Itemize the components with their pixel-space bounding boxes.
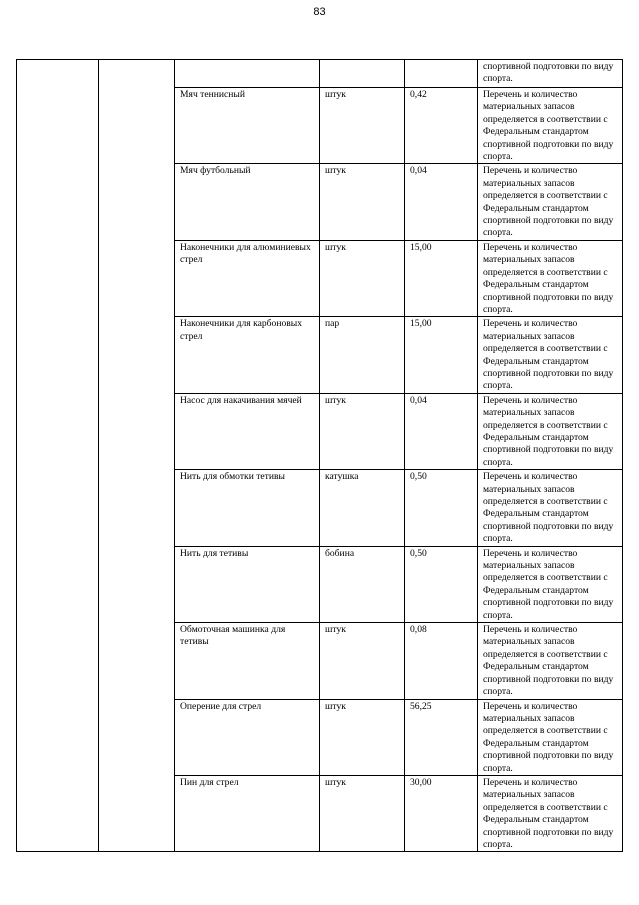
item-name-cell: Мяч теннисный xyxy=(175,88,320,164)
item-note-cell: Перечень и количество материальных запасов определяется в соответствии с Федеральным стандартом спортивной подготовки по виду спорта. xyxy=(478,546,623,622)
item-unit-cell: штук xyxy=(320,164,405,240)
item-quantity-cell: 0,50 xyxy=(405,546,478,622)
item-unit-cell: пар xyxy=(320,317,405,393)
item-note-cell: спортивной подготовки по виду спорта. xyxy=(478,60,623,88)
table-row-continued xyxy=(17,60,623,88)
item-unit-cell: штук xyxy=(320,393,405,469)
item-unit-cell: бобина xyxy=(320,546,405,622)
merged-cell-col1 xyxy=(17,60,99,852)
item-quantity-cell: 0,50 xyxy=(405,470,478,546)
item-note-cell: Перечень и количество материальных запасов определяется в соответствии с Федеральным стандартом спортивной подготовки по виду спорта. xyxy=(478,623,623,699)
item-name-cell: Наконечники для алюминиевых стрел xyxy=(175,240,320,316)
item-name-cell: Пин для стрел xyxy=(175,775,320,851)
item-quantity-cell: 30,00 xyxy=(405,775,478,851)
item-note-cell: Перечень и количество материальных запасов определяется в соответствии с Федеральным стандартом спортивной подготовки по виду спорта. xyxy=(478,775,623,851)
item-quantity-cell: 15,00 xyxy=(405,317,478,393)
page-number: 83 xyxy=(313,6,326,18)
item-name-cell: Оперение для стрел xyxy=(175,699,320,775)
item-note-cell: Перечень и количество материальных запасов определяется в соответствии с Федеральным стандартом спортивной подготовки по виду спорта. xyxy=(478,240,623,316)
item-unit-cell: штук xyxy=(320,88,405,164)
item-unit-cell: штук xyxy=(320,699,405,775)
item-note-cell: Перечень и количество материальных запасов определяется в соответствии с Федеральным стандартом спортивной подготовки по виду спорта. xyxy=(478,470,623,546)
materials-table xyxy=(16,59,623,852)
item-quantity-cell: 0,08 xyxy=(405,623,478,699)
item-note-cell: Перечень и количество материальных запасов определяется в соответствии с Федеральным стандартом спортивной подготовки по виду спорта. xyxy=(478,88,623,164)
item-note-cell: Перечень и количество материальных запасов определяется в соответствии с Федеральным стандартом спортивной подготовки по виду спорта. xyxy=(478,317,623,393)
item-quantity-cell: 0,04 xyxy=(405,164,478,240)
item-name-cell xyxy=(175,60,320,88)
item-name-cell: Мяч футбольный xyxy=(175,164,320,240)
item-name-cell: Наконечники для карбоновых стрел xyxy=(175,317,320,393)
item-quantity-cell: 0,42 xyxy=(405,88,478,164)
item-quantity-cell: 0,04 xyxy=(405,393,478,469)
item-unit-cell xyxy=(320,60,405,88)
item-note-cell: Перечень и количество материальных запасов определяется в соответствии с Федеральным стандартом спортивной подготовки по виду спорта. xyxy=(478,699,623,775)
merged-cell-col2 xyxy=(99,60,175,852)
item-quantity-cell xyxy=(405,60,478,88)
item-name-cell: Насос для накачивания мячей xyxy=(175,393,320,469)
item-unit-cell: катушка xyxy=(320,470,405,546)
item-note-cell: Перечень и количество материальных запасов определяется в соответствии с Федеральным стандартом спортивной подготовки по виду спорта. xyxy=(478,164,623,240)
item-unit-cell: штук xyxy=(320,240,405,316)
item-name-cell: Нить для обмотки тетивы xyxy=(175,470,320,546)
item-name-cell: Нить для тетивы xyxy=(175,546,320,622)
item-quantity-cell: 15,00 xyxy=(405,240,478,316)
item-unit-cell: штук xyxy=(320,775,405,851)
item-note-cell: Перечень и количество материальных запасов определяется в соответствии с Федеральным стандартом спортивной подготовки по виду спорта. xyxy=(478,393,623,469)
item-name-cell: Обмоточная машинка для тетивы xyxy=(175,623,320,699)
item-unit-cell: штук xyxy=(320,623,405,699)
item-quantity-cell: 56,25 xyxy=(405,699,478,775)
